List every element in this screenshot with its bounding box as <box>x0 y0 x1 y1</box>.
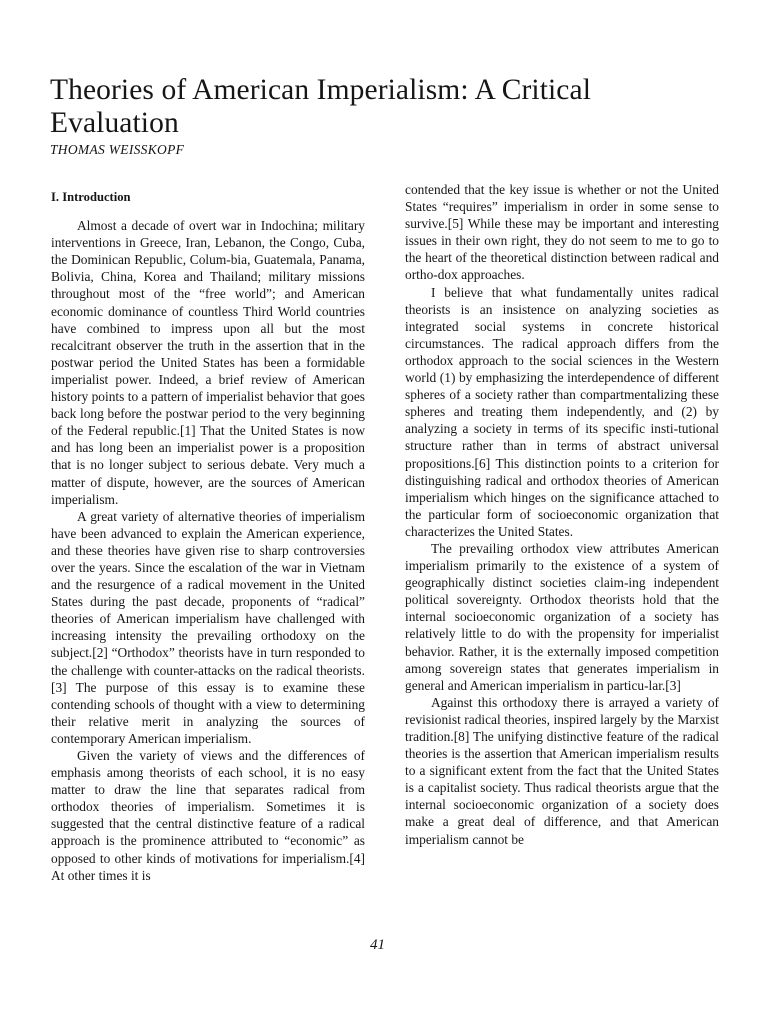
page-number: 41 <box>370 937 385 953</box>
right-column <box>405 181 719 848</box>
author-name: THOMAS WEISSKOPF <box>50 142 185 157</box>
body-paragraph: I believe that what fundamentally unites radical theorists is an insistence on analyzing societies as integrated social systems in concrete historical circumstances. The radical approach differs from the orthodox approach to the social sciences in the Western world (1) by emphasizing the interdependence of different spheres of a society rather than compartmentalizing these spheres and treating them independently, and (2) by analyzing a society in terms of its specific insti-tutional structure rather than in terms of abstract universal propositions.[6] This distinction points to a criterion for distinguishing radical and orthodox theories of American imperialism which hinges on the significance attached to the particular form of socioeconomic organization that characterizes the United States. <box>405 284 719 539</box>
section-heading: I. Introduction <box>51 190 131 204</box>
body-paragraph: Against this orthodoxy there is arrayed a variety of revisionist radical theories, inspired largely by the Marxist tradition.[8] The unifying distinctive feature of the radical theories is the assertion that American imperialism results to a significant extent from the fact that the United States is a capitalist society. Thus radical theorists argue that the internal socioeconomic organization of a society does make a great deal of difference, and that American imperialism cannot be <box>405 694 719 847</box>
body-paragraph: The prevailing orthodox view attributes American imperialism primarily to the existence of a system of geographically distinct societies claim-ing independent political sovereignty. Orthodox theorists hold that the internal socioeconomic organization of a society has relatively little to do with the propensity for imperialist behavior. Rather, it is the externally imposed competition among sovereign states that generates imperialism in general and American imperialism in particu-lar.[3] <box>405 540 719 693</box>
body-paragraph: contended that the key issue is whether or not the United States “requires” imperialism in order in some sense to survive.[5] While these may be important and interesting issues in their own right, they do not seem to me to go to the heart of the theoretical distinction between radical and ortho-dox approaches. <box>405 182 719 283</box>
body-paragraph: A great variety of alternative theories of imperialism have been advanced to explain the American experience, and these theories have given rise to sharp controversies over the years. Since the escalation of the war in Vietnam and the resurgence of a radical movement in the United States during the past decade, proponents of “radical” theories of American imperialism have challenged with increasing intensity the prevailing orthodoxy on the subject.[2] “Orthodox” theorists have in turn responded to the challenge with counter-attacks on the radical theorists.[3] The purpose of this essay is to examine these contending schools of thought with a view to determining their relative merit in analyzing the sources of contemporary American imperialism. <box>51 508 365 746</box>
body-paragraph: Given the variety of views and the differences of emphasis among theorists of each school, it is no easy matter to draw the line that separates radical from orthodox theories of imperialism. Sometimes it is suggested that the central distinctive feature of a radical approach is the prominence attributed to “economic” as opposed to other kinds of motivations for imperialism.[4] At other times it is <box>51 748 365 883</box>
article-title: Theories of American Imperialism: A Critical Evaluation <box>50 74 591 139</box>
body-paragraph: Almost a decade of overt war in Indochina; military interventions in Greece, Iran, Lebanon, the Congo, Cuba, the Dominican Republic, Colum-bia, Guatemala, Panama, Bolivia, China, Korea and Thailand; military missions throughout most of the “free world”; and American economic dominance of countless Third World countries have combined to impress upon all but the most recalcitrant observer the truth in the assertion that in the postwar period the United States has been a formidable imperialist power. Indeed, a brief review of American history points to a pattern of imperialist behavior that goes back long before the postwar period to the very beginning of the Federal republic.[1] That the United States is now and has long been an imperialist power is a proposition that is no longer subject to serious debate. Very much a matter of dispute, however, are the sources of American imperialism. <box>51 218 365 507</box>
left-column <box>51 189 365 884</box>
